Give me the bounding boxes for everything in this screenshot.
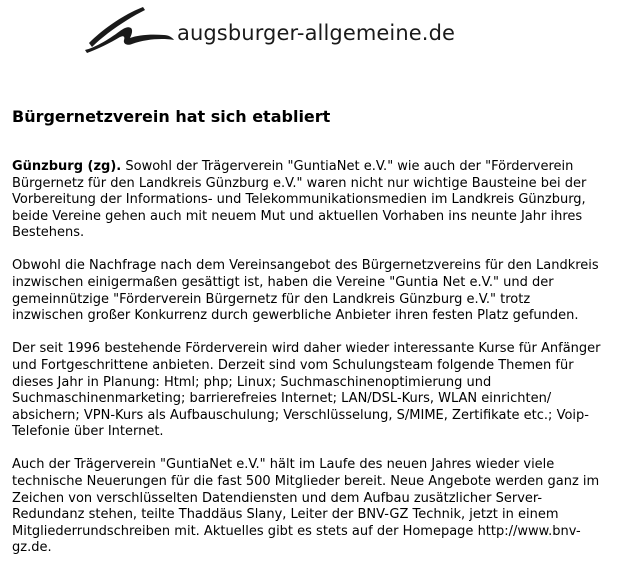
article-dateline: Günzburg (zg).	[12, 159, 122, 174]
paragraph-line: gz.de.	[12, 540, 52, 556]
paragraph-line: Mitgliederrundschreiben mit. Aktuelles gibt es stets auf der Homepage http://www.bnv-	[12, 523, 581, 539]
article-headline: Bürgernetzverein hat sich etabliert	[12, 107, 331, 126]
masthead	[80, 4, 460, 54]
paragraph-line: und Fortgeschrittene anbieten. Derzeit sind vom Schulungsteam folgende Themen für	[12, 357, 574, 373]
augsburger-allgemeine-logo-icon	[80, 4, 176, 54]
article-paragraph	[12, 457, 636, 557]
article-paragraph	[12, 258, 636, 324]
paragraph-line: Bestehens.	[12, 225, 85, 241]
paragraph-line: Obwohl die Nachfrage nach dem Vereinsangebot des Bürgernetzvereins für den Landkreis	[12, 258, 599, 274]
paragraph-line: dieses Jahr in Planung: Html; php; Linux; Suchmaschinenoptimierung und	[12, 374, 492, 390]
paragraph-line: absichern; VPN-Kurs als Aufbauschulung; Verschlüsselung, S/MIME, Zertifikate etc.; Voip-	[12, 407, 589, 423]
paragraph-line: Zeichen von verschlüsselten Datendiensten und dem Aufbau zusätzlicher Server-	[12, 490, 543, 506]
paragraph-line: Günzburg (zg). Sowohl der Trägerverein "GuntiaNet e.V." wie auch der "Förderverein	[12, 159, 574, 174]
paragraph-line: Suchmaschinenmarketing; barrierefreies Internet; LAN/DSL-Kurs, WLAN einrichten/	[12, 391, 552, 407]
paragraph-line: Bürgernetz für den Landkreis Günzburg e.V." waren nicht nur wichtige Bausteine bei der	[12, 175, 587, 191]
paragraph-line: technische Neuerungen für die fast 500 Mitglieder bereit. Neue Angebote werden ganz im	[12, 474, 600, 489]
paragraph-line: Redundanz stehen, teilte Thaddäus Slany, Leiter der BNV-GZ Technik, jetzt in einem	[12, 507, 559, 523]
paragraph-line: inzwischen einigermaßen gesättigt ist, haben die Vereine "Guntia Net e.V." und der	[12, 275, 554, 291]
article-body	[12, 159, 636, 573]
paragraph-line: Vorbereitung der Informations- und Telekommunikationsmedien im Landkreis Günzburg,	[12, 192, 586, 208]
paragraph-line: inzwischen großer Konkurrenz durch gewerbliche Anbieter ihren festen Platz gefunden.	[12, 308, 579, 324]
paragraph-line: Telefonie über Internet.	[12, 424, 164, 440]
paragraph-line: Auch der Trägerverein "GuntiaNet e.V." hält im Laufe des neuen Jahres wieder viele	[12, 457, 555, 473]
article-paragraph	[12, 159, 636, 242]
article-paragraph	[12, 341, 636, 441]
paragraph-line: beide Vereine gehen auch mit neuem Mut und aktuellen Vorhaben ins neunte Jahr ihres	[12, 208, 583, 224]
paragraph-line: Der seit 1996 bestehende Förderverein wird daher wieder interessante Kurse für Anfänger	[12, 341, 601, 357]
paragraph-line: gemeinnützige "Förderverein Bürgernetz für den Landkreis Günzburg e.V." trotz	[12, 291, 531, 307]
site-name: augsburger-allgemeine.de	[177, 21, 456, 45]
